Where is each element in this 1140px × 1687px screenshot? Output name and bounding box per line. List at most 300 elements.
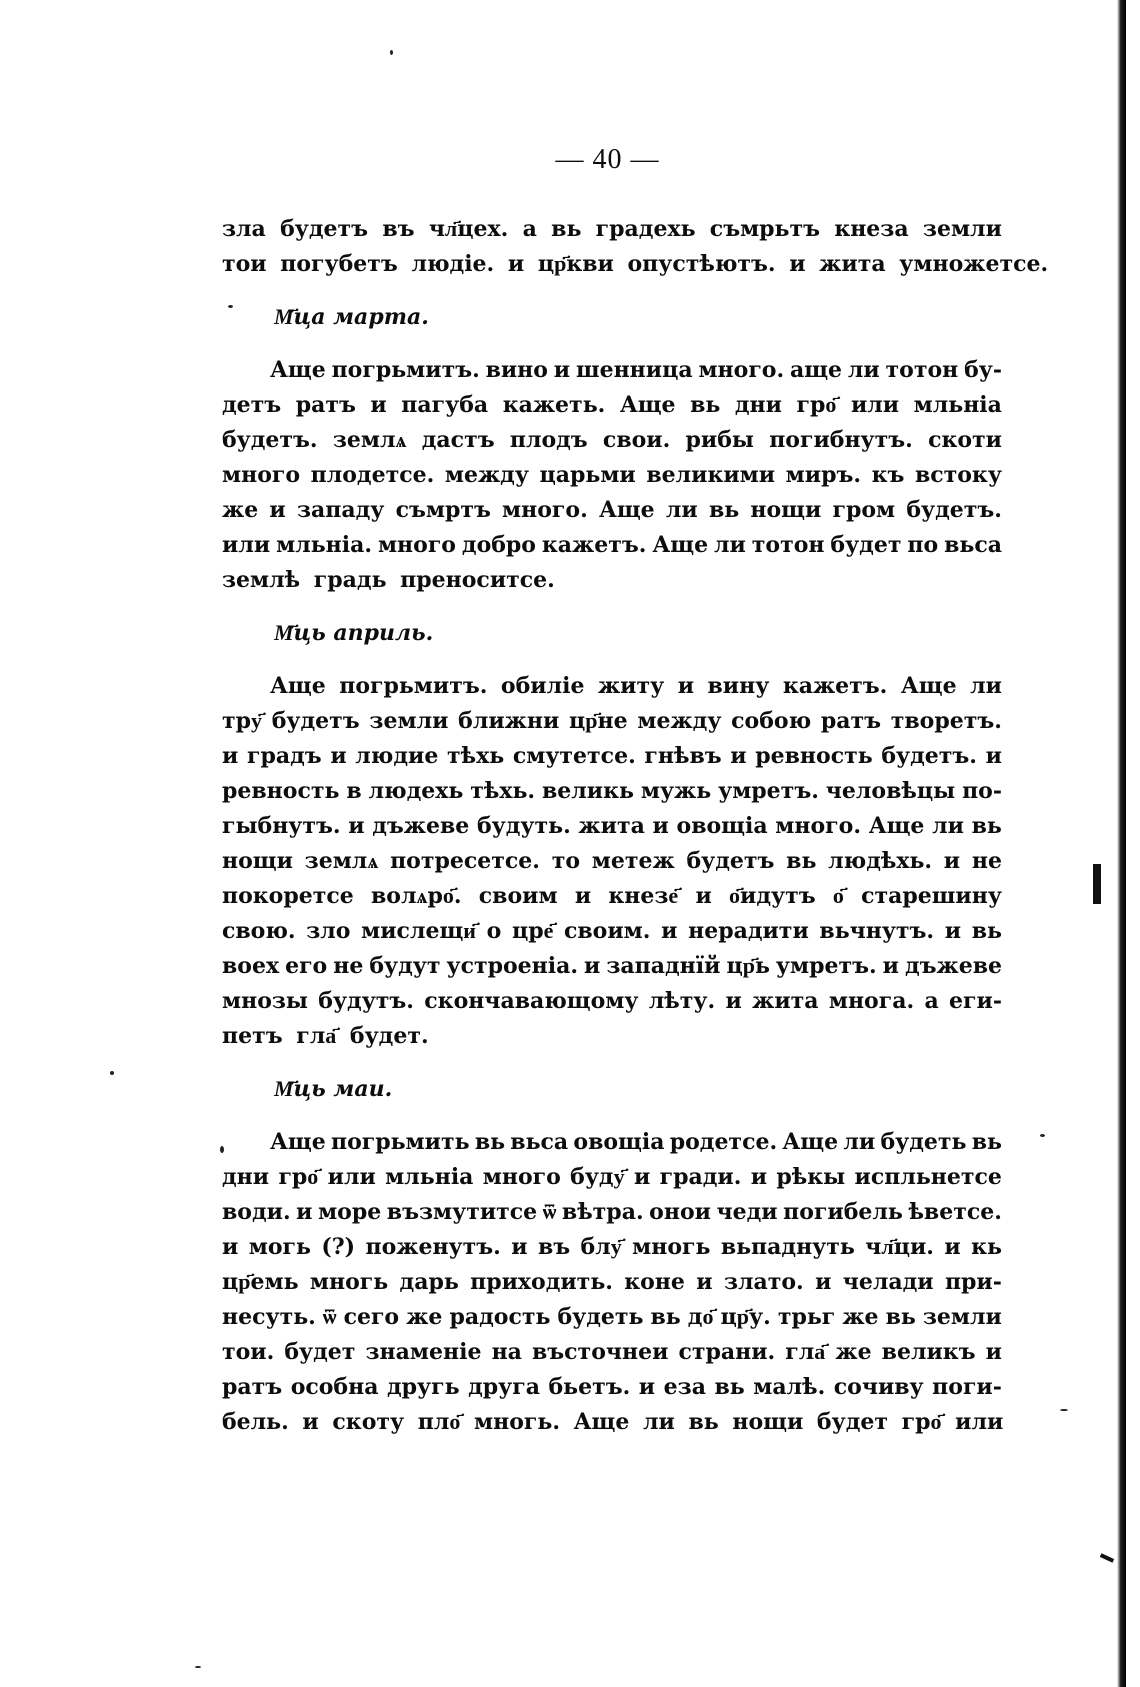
word: еги- bbox=[949, 988, 1002, 1014]
word: Аще bbox=[270, 357, 326, 383]
word: погибнутъ. bbox=[769, 427, 913, 453]
word: и bbox=[584, 953, 601, 979]
word: и bbox=[985, 1339, 1002, 1365]
word: испльнетсе bbox=[854, 1164, 1002, 1190]
word: бьетъ. bbox=[548, 1374, 631, 1400]
section-heading: М҃ца марта. bbox=[274, 304, 429, 330]
word: смутетсе. bbox=[512, 743, 636, 769]
word: поженутъ. bbox=[365, 1234, 501, 1260]
word: зла bbox=[222, 216, 266, 242]
word: вь bbox=[650, 1304, 681, 1330]
word: многа. bbox=[828, 988, 915, 1014]
word: дни bbox=[222, 1164, 270, 1190]
word: Аще bbox=[782, 1129, 839, 1155]
word: волѧро҃. bbox=[371, 883, 462, 909]
section-heading: М҃ць априль. bbox=[274, 620, 434, 646]
speck bbox=[1040, 1134, 1045, 1137]
word: челади bbox=[842, 1269, 934, 1295]
word: гыбнутъ. bbox=[222, 813, 341, 839]
word: земли bbox=[369, 708, 449, 734]
word: на bbox=[491, 1339, 522, 1365]
speck bbox=[110, 1071, 114, 1075]
text-line bbox=[222, 212, 1002, 247]
word: онои bbox=[649, 1199, 711, 1225]
text-line bbox=[222, 774, 1002, 809]
word: не bbox=[971, 848, 1002, 874]
word: ѣветсе. bbox=[908, 1199, 1002, 1225]
word: тѣхь bbox=[447, 743, 505, 769]
word: же bbox=[842, 1304, 879, 1330]
word: земли bbox=[922, 216, 1002, 242]
word: многь bbox=[309, 1269, 389, 1295]
word: вь bbox=[971, 813, 1002, 839]
word: свои. bbox=[602, 427, 671, 453]
word: вь bbox=[786, 848, 817, 874]
word: особна bbox=[290, 1374, 379, 1400]
word: и bbox=[815, 1269, 832, 1295]
text-line: петъ гла҃ будет. bbox=[222, 1023, 429, 1049]
word: сочиву bbox=[833, 1374, 924, 1400]
word: вино bbox=[485, 357, 548, 383]
word: лѣту. bbox=[648, 988, 716, 1014]
word: погрьмить bbox=[330, 1129, 470, 1155]
word: мльніа bbox=[913, 392, 1002, 418]
word: другь bbox=[387, 1374, 460, 1400]
paragraph bbox=[222, 1125, 1002, 1440]
word: много bbox=[482, 1164, 561, 1190]
word: и bbox=[944, 918, 962, 944]
word: вь bbox=[551, 216, 582, 242]
text-line bbox=[222, 1370, 1002, 1405]
word: дъжеве bbox=[904, 953, 1002, 979]
word: цр҃не bbox=[569, 708, 628, 734]
word: будетъ bbox=[280, 216, 369, 242]
word: ѿ bbox=[542, 1199, 557, 1225]
word: и bbox=[943, 848, 961, 874]
word: ли bbox=[970, 673, 1002, 699]
word: по- bbox=[962, 778, 1002, 804]
word: при- bbox=[944, 1269, 1002, 1295]
text-line: тои погубетъ людіе. и цр҃кви опустѣютъ. и жита умножетсе. bbox=[222, 251, 1049, 277]
word: злато. bbox=[723, 1269, 804, 1295]
text-line bbox=[222, 669, 1002, 704]
word: вину bbox=[707, 673, 770, 699]
word: несуть. bbox=[222, 1304, 316, 1330]
word: между bbox=[444, 462, 529, 488]
word: будетъ. bbox=[881, 743, 977, 769]
speck bbox=[1060, 1409, 1068, 1411]
word: въ bbox=[382, 216, 415, 242]
word: гро҃ bbox=[278, 1164, 319, 1190]
word: жита bbox=[578, 813, 645, 839]
text-line bbox=[222, 879, 1002, 914]
word: чеди bbox=[716, 1199, 778, 1225]
text-line bbox=[222, 1125, 1002, 1160]
word: земли bbox=[922, 1304, 1002, 1330]
word: будут bbox=[369, 953, 441, 979]
word: кажеть. bbox=[502, 392, 606, 418]
word: царьми bbox=[539, 462, 636, 488]
word: дни bbox=[734, 392, 782, 418]
word: будетъ bbox=[686, 848, 775, 874]
word: по bbox=[907, 532, 939, 558]
word: будутъ. bbox=[318, 988, 414, 1014]
word: и bbox=[330, 743, 347, 769]
word: воех bbox=[222, 953, 280, 979]
text-line bbox=[222, 1160, 1002, 1195]
word: человѣцы bbox=[825, 778, 956, 804]
word: вь bbox=[714, 1374, 745, 1400]
word: кажетъ. bbox=[541, 532, 647, 558]
word: великъ bbox=[881, 1339, 976, 1365]
word: великь bbox=[541, 778, 634, 804]
word: вьса bbox=[510, 1129, 569, 1155]
word: мужь bbox=[640, 778, 712, 804]
word: свою. bbox=[222, 918, 296, 944]
word: тру҃ bbox=[222, 708, 263, 734]
word: възмутитсе bbox=[386, 1199, 538, 1225]
word: о҃ bbox=[832, 883, 844, 909]
word: еза bbox=[663, 1374, 706, 1400]
text-line bbox=[222, 844, 1002, 879]
word: о҃идутъ bbox=[729, 883, 816, 909]
word: тѣхь. bbox=[470, 778, 536, 804]
word: ли bbox=[847, 357, 880, 383]
word: малѣ. bbox=[753, 1374, 826, 1400]
word: чл҃цех. bbox=[428, 216, 509, 242]
word: ревность bbox=[755, 743, 873, 769]
word: знаменіе bbox=[365, 1339, 482, 1365]
word: Аще bbox=[598, 497, 655, 523]
word: будет bbox=[830, 532, 902, 558]
word: вь bbox=[971, 1129, 1002, 1155]
word: нерадити bbox=[688, 918, 809, 944]
word: ли bbox=[665, 497, 698, 523]
word: и bbox=[730, 743, 747, 769]
word: мнозы bbox=[222, 988, 308, 1014]
word: умретъ. bbox=[775, 953, 877, 979]
word: рѣкы bbox=[776, 1164, 846, 1190]
word: аще bbox=[789, 357, 843, 383]
word: и bbox=[695, 883, 712, 909]
word: и bbox=[652, 813, 669, 839]
page-number: — 40 — bbox=[555, 144, 660, 175]
word: будет bbox=[284, 1339, 356, 1365]
word: то bbox=[551, 848, 581, 874]
word: и bbox=[661, 918, 678, 944]
word: и bbox=[222, 743, 239, 769]
word: тотон bbox=[885, 357, 959, 383]
word: погрьмитъ. bbox=[339, 673, 488, 699]
word: цр҃ь bbox=[726, 953, 770, 979]
word: и bbox=[574, 883, 592, 909]
word: чл҃ци. bbox=[865, 1234, 934, 1260]
word: вь bbox=[690, 392, 721, 418]
word: или bbox=[327, 1164, 376, 1190]
word: а bbox=[522, 216, 537, 242]
word: рибы bbox=[685, 427, 754, 453]
word: западнїй bbox=[606, 953, 721, 979]
word: овощіа bbox=[573, 1129, 665, 1155]
word: родетсе. bbox=[669, 1129, 778, 1155]
word: и bbox=[553, 357, 571, 383]
word: дастъ bbox=[421, 427, 495, 453]
word: мльніа. bbox=[276, 532, 373, 558]
word: гро҃ bbox=[796, 392, 837, 418]
word: градехь bbox=[595, 216, 696, 242]
word: погрьмитъ. bbox=[331, 357, 480, 383]
word: вь bbox=[708, 497, 740, 523]
word: вь bbox=[971, 918, 1002, 944]
word: землѧ bbox=[332, 427, 407, 453]
word: Аще bbox=[270, 673, 326, 699]
word: и bbox=[222, 1234, 239, 1260]
word: скоти bbox=[928, 427, 1002, 453]
word: людѣхь. bbox=[828, 848, 933, 874]
text-line bbox=[222, 353, 1002, 388]
text-line bbox=[222, 1195, 1002, 1230]
word: кажетъ. bbox=[782, 673, 888, 699]
word: метеж bbox=[591, 848, 675, 874]
word: многь bbox=[632, 1234, 711, 1260]
word: буду҃ bbox=[570, 1164, 625, 1190]
word: въсточнеи bbox=[532, 1339, 669, 1365]
word: будеть bbox=[557, 1304, 644, 1330]
word: жита bbox=[752, 988, 819, 1014]
paragraph bbox=[222, 212, 1049, 282]
word: вь bbox=[474, 1129, 506, 1155]
word: и bbox=[882, 953, 899, 979]
text-line bbox=[222, 809, 1002, 844]
text-line bbox=[222, 458, 1002, 493]
word: приходить. bbox=[470, 1269, 613, 1295]
text-line bbox=[222, 388, 1002, 423]
word: гром bbox=[832, 497, 896, 523]
word: овощіа bbox=[676, 813, 768, 839]
word: же bbox=[835, 1339, 872, 1365]
word: плодетсе. bbox=[310, 462, 435, 488]
word: западу bbox=[296, 497, 385, 523]
word: и bbox=[269, 497, 286, 523]
word: между bbox=[637, 708, 722, 734]
word: в bbox=[346, 778, 362, 804]
word: къ bbox=[871, 462, 905, 488]
word: и bbox=[944, 1234, 961, 1260]
word: бу- bbox=[964, 357, 1002, 383]
word: градъ bbox=[246, 743, 322, 769]
word: и bbox=[696, 1269, 713, 1295]
word: же bbox=[222, 497, 259, 523]
word: скончавающому bbox=[424, 988, 639, 1014]
word: води. bbox=[222, 1199, 291, 1225]
word: ратъ bbox=[820, 708, 882, 734]
word: вѣтра. bbox=[561, 1199, 644, 1225]
word: ратъ bbox=[222, 1374, 283, 1400]
text-line bbox=[222, 1300, 1002, 1335]
word: трьг bbox=[777, 1304, 836, 1330]
word: ли bbox=[843, 1129, 876, 1155]
word: могь bbox=[248, 1234, 311, 1260]
speck bbox=[195, 1666, 201, 1668]
word: и bbox=[750, 1164, 768, 1190]
word: ѿ bbox=[322, 1304, 337, 1330]
word: людехь bbox=[368, 778, 464, 804]
text-line bbox=[222, 1265, 1002, 1300]
word: дарь bbox=[399, 1269, 459, 1295]
word: ревность bbox=[222, 778, 340, 804]
word: кь bbox=[971, 1234, 1002, 1260]
word: коне bbox=[624, 1269, 685, 1295]
word: старешину bbox=[861, 883, 1002, 909]
word: вьпаднуть bbox=[720, 1234, 855, 1260]
word: великими bbox=[646, 462, 776, 488]
text-line bbox=[222, 1335, 1002, 1370]
word: гради. bbox=[659, 1164, 742, 1190]
word: или bbox=[222, 532, 271, 558]
word: сего bbox=[343, 1304, 400, 1330]
word: своим bbox=[478, 883, 558, 909]
word: вьса bbox=[944, 532, 1002, 558]
word: пагуба bbox=[401, 392, 489, 418]
word: умретъ. bbox=[718, 778, 819, 804]
text-line bbox=[222, 914, 1002, 949]
word: цр҃емь bbox=[222, 1269, 299, 1295]
word: Аще bbox=[900, 673, 957, 699]
word: потресетсе. bbox=[390, 848, 540, 874]
word: ли bbox=[932, 813, 964, 839]
word: мислещи҃ bbox=[361, 918, 476, 944]
word: и bbox=[370, 392, 387, 418]
text-line bbox=[222, 984, 1002, 1019]
word: а bbox=[924, 988, 939, 1014]
text-line bbox=[222, 423, 1002, 458]
word: и bbox=[725, 988, 742, 1014]
word: нощи bbox=[222, 848, 293, 874]
text-line: землѣ градь преноситсе. bbox=[222, 567, 555, 593]
word: тотон bbox=[751, 532, 825, 558]
word: поги- bbox=[932, 1374, 1002, 1400]
word: радость bbox=[449, 1304, 551, 1330]
word: страни. bbox=[678, 1339, 776, 1365]
word: о bbox=[486, 918, 502, 944]
word: ближни bbox=[458, 708, 560, 734]
word: съмртъ bbox=[395, 497, 491, 523]
word: ли bbox=[714, 532, 746, 558]
word: творетъ. bbox=[890, 708, 1002, 734]
text-line bbox=[222, 949, 1002, 984]
paragraph bbox=[222, 669, 1002, 1054]
word: вьчнутъ. bbox=[819, 918, 935, 944]
word: обиліе bbox=[500, 673, 585, 699]
word: блу҃ bbox=[580, 1234, 622, 1260]
word: Аще bbox=[652, 532, 709, 558]
word: Аще bbox=[868, 813, 925, 839]
word: много bbox=[222, 462, 301, 488]
word: до҃ bbox=[687, 1304, 714, 1330]
page-edge-shadow bbox=[1117, 0, 1126, 1687]
word: плодъ bbox=[509, 427, 588, 453]
word: ратъ bbox=[295, 392, 356, 418]
speck bbox=[228, 305, 233, 308]
word: будетъ. bbox=[222, 427, 318, 453]
edge-mark bbox=[1093, 864, 1101, 904]
word: кнезе҃ bbox=[608, 883, 679, 909]
word: въ bbox=[537, 1234, 571, 1260]
word: цр҃у. bbox=[720, 1304, 771, 1330]
word: житу bbox=[597, 673, 665, 699]
word: не bbox=[333, 953, 364, 979]
word: тои. bbox=[222, 1339, 275, 1365]
word: и bbox=[348, 813, 365, 839]
word: своим. bbox=[564, 918, 651, 944]
word: будетъ. bbox=[906, 497, 1002, 523]
text-line bbox=[222, 1230, 1002, 1265]
word: добро bbox=[461, 532, 536, 558]
word: море bbox=[318, 1199, 382, 1225]
word: зло bbox=[306, 918, 351, 944]
word: много. bbox=[502, 497, 588, 523]
word: и bbox=[677, 673, 695, 699]
word: собою bbox=[731, 708, 812, 734]
word: встоку bbox=[914, 462, 1002, 488]
word: и bbox=[633, 1164, 651, 1190]
speck bbox=[390, 50, 393, 55]
word: мльніа bbox=[385, 1164, 474, 1190]
word: и bbox=[638, 1374, 656, 1400]
text-line bbox=[222, 739, 1002, 774]
word: его bbox=[285, 953, 328, 979]
word: будеть bbox=[880, 1129, 967, 1155]
word: (?) bbox=[321, 1234, 356, 1260]
word: или bbox=[850, 392, 900, 418]
text-line bbox=[222, 493, 1002, 528]
word: шенница bbox=[575, 357, 693, 383]
word: дъжеве bbox=[372, 813, 470, 839]
word: кнеза bbox=[834, 216, 909, 242]
word: гла҃ bbox=[785, 1339, 826, 1365]
edge-mark bbox=[1100, 1553, 1114, 1563]
word: будуть. bbox=[477, 813, 571, 839]
word: Аще bbox=[619, 392, 676, 418]
word: покоретсе bbox=[222, 883, 354, 909]
paragraph bbox=[222, 353, 1002, 598]
section-heading: М҃ць маи. bbox=[274, 1076, 393, 1102]
text-line: бель. и скоту пло҃ многь. Аще ли вь нощи будет гро҃ или bbox=[222, 1409, 1004, 1435]
text-line bbox=[222, 704, 1002, 739]
word: погибель bbox=[783, 1199, 903, 1225]
word: детъ bbox=[222, 392, 282, 418]
word: и bbox=[296, 1199, 313, 1225]
word: съмрьтъ bbox=[709, 216, 821, 242]
word: друга bbox=[468, 1374, 540, 1400]
text-line bbox=[222, 528, 1002, 563]
word: много bbox=[377, 532, 456, 558]
word: и bbox=[511, 1234, 528, 1260]
word: много. bbox=[775, 813, 861, 839]
word: Аще bbox=[270, 1129, 326, 1155]
word: и bbox=[985, 743, 1002, 769]
word: людие bbox=[355, 743, 439, 769]
word: землѧ bbox=[304, 848, 379, 874]
speck bbox=[220, 1146, 224, 1153]
word: много. bbox=[698, 357, 785, 383]
text-block bbox=[222, 212, 1049, 1440]
word: будетъ bbox=[271, 708, 360, 734]
word: устроеніа. bbox=[446, 953, 579, 979]
word: цре҃ bbox=[511, 918, 554, 944]
word: миръ. bbox=[785, 462, 862, 488]
word: нощи bbox=[750, 497, 822, 523]
